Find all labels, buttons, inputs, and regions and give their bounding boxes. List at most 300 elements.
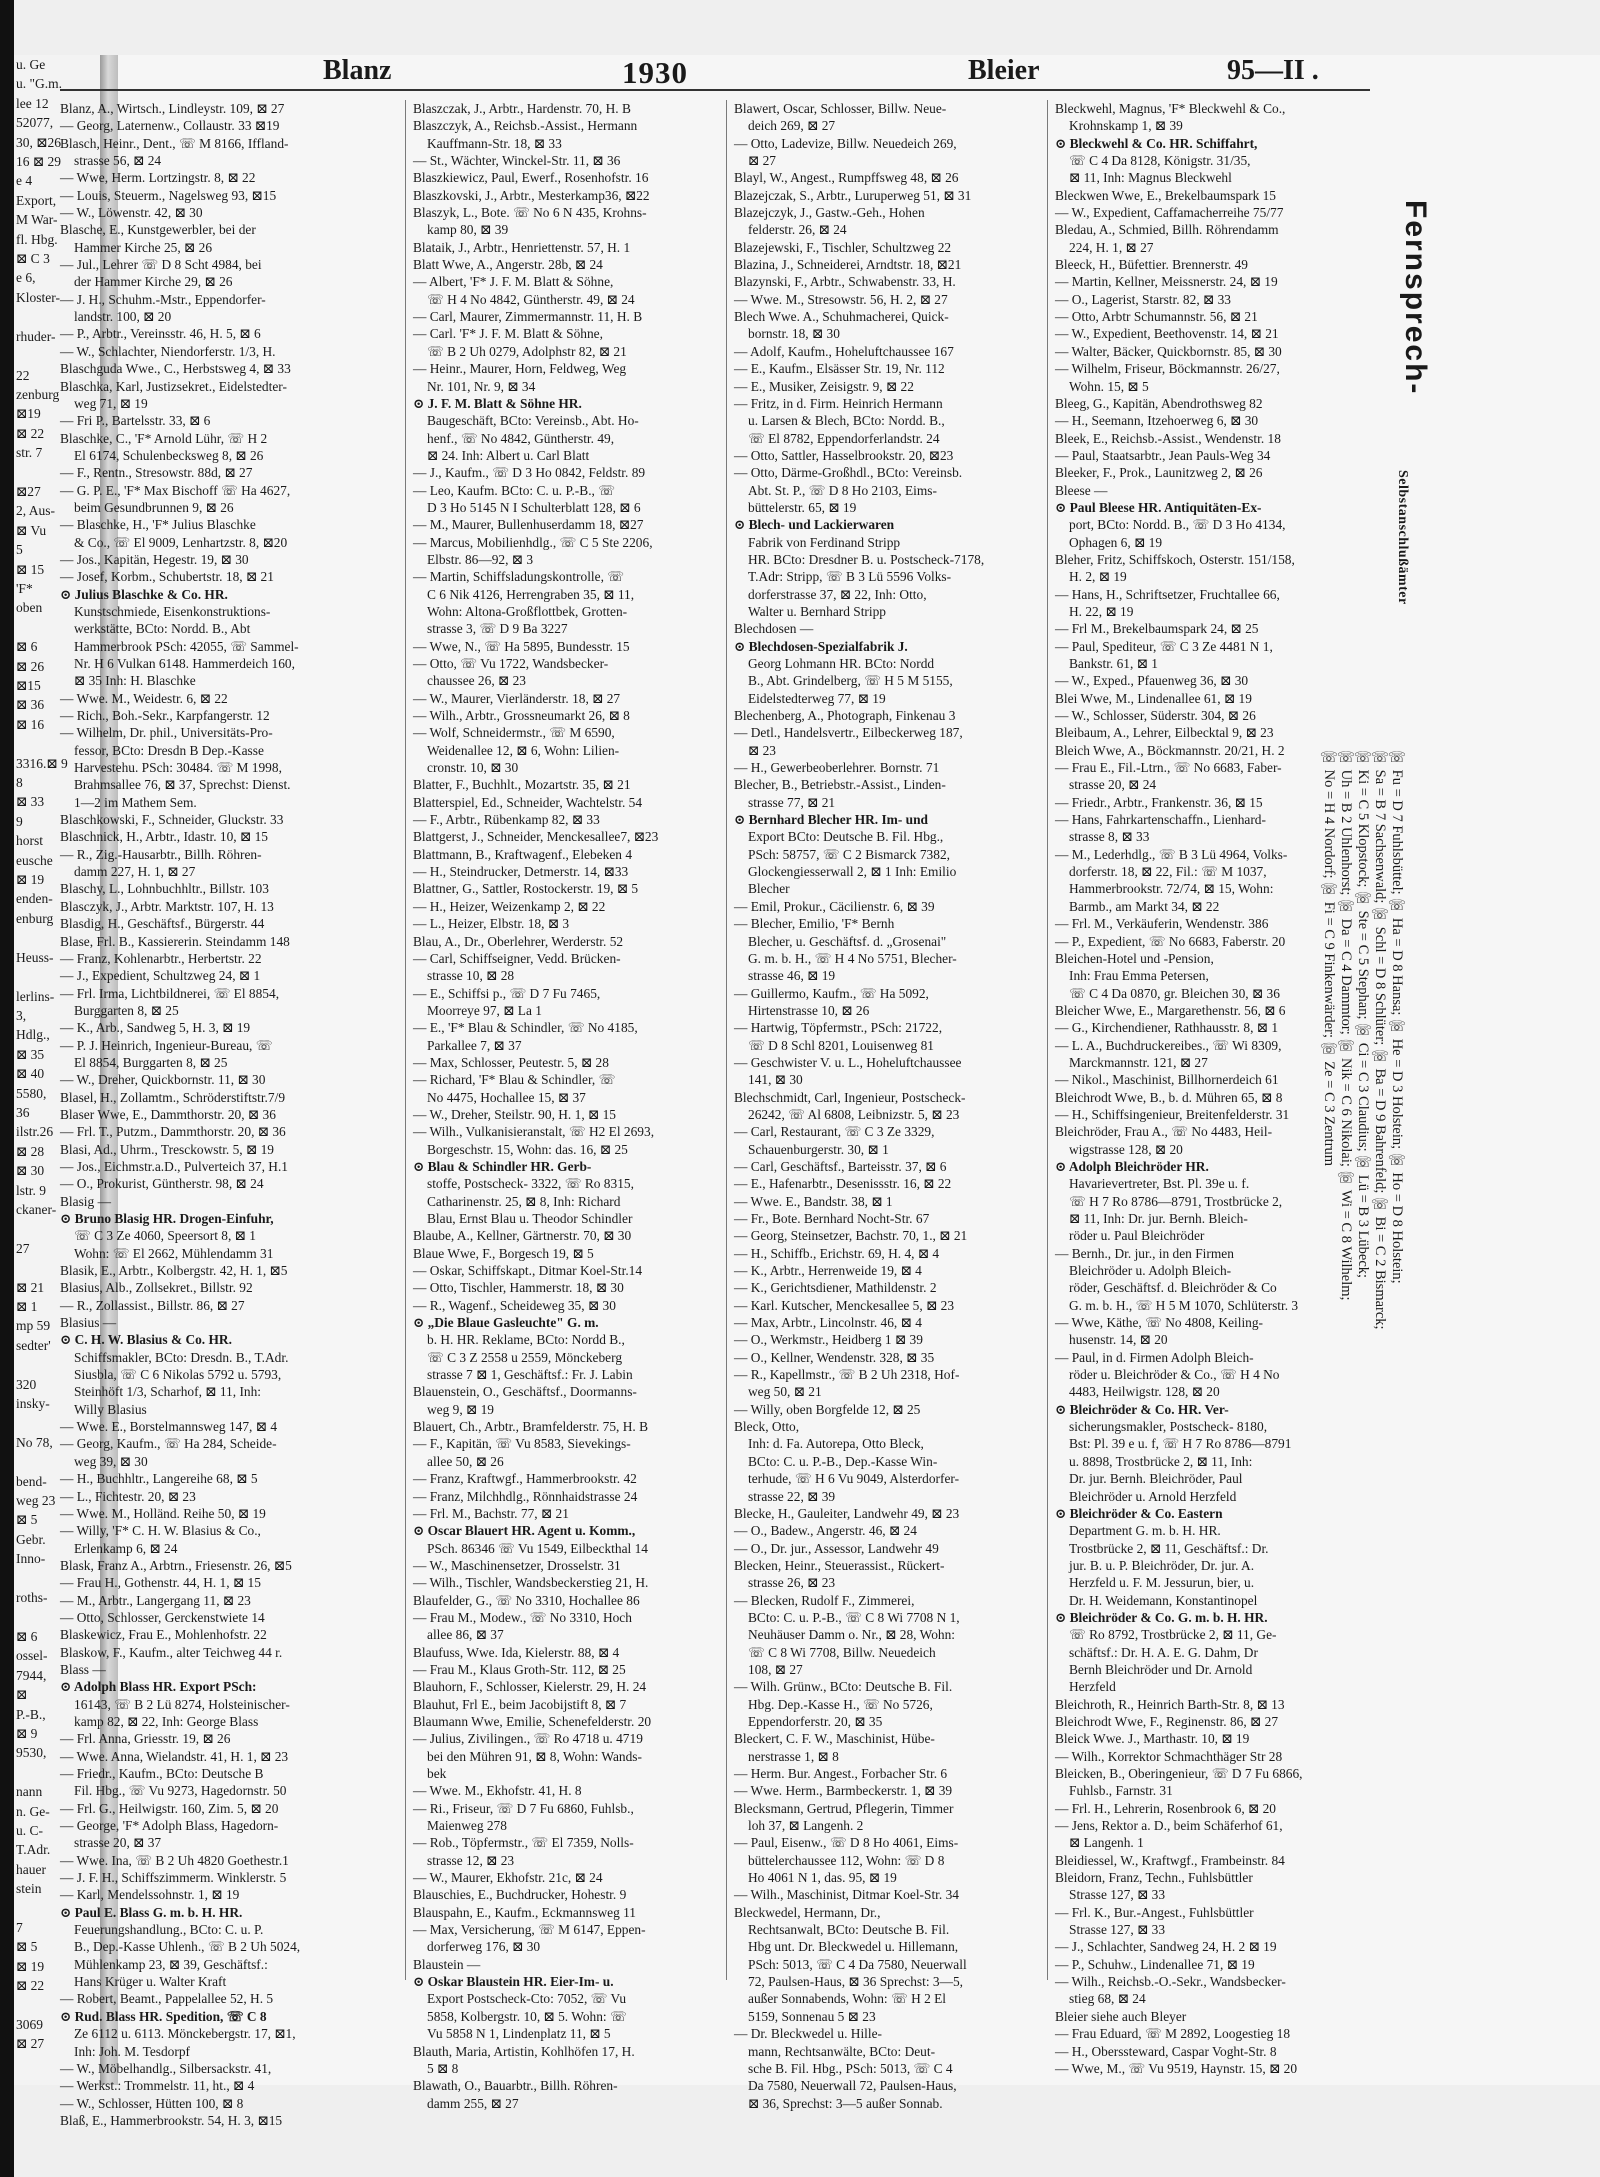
directory-entry-line: Kauffmann-Str. 18, ⊠ 33 (427, 135, 562, 151)
directory-entry-line: — Herm. Bur. Angest., Forbacher Str. 6 (734, 1766, 948, 1781)
directory-entry-line: — Fr., Bote. Bernhard Nocht-Str. 67 (734, 1211, 930, 1226)
directory-entry-line: D 3 Ho 5145 N I Schulterblatt 128, ⊠ 6 (427, 499, 641, 515)
directory-entry-line: bornstr. 18, ⊠ 30 (748, 326, 840, 342)
directory-entry-line: No 4475, Hochallee 15, ⊠ 37 (427, 1089, 586, 1105)
directory-entry-line: — M., Arbtr., Langergang 11, ⊠ 23 (60, 1592, 251, 1608)
facing-page-fragment: 3, (16, 1007, 27, 1023)
facing-page-fragment: n. Ge- (16, 1803, 50, 1819)
directory-entry-line: — M., Lederhdlg., ☏ B 3 Lü 4964, Volks- (1055, 846, 1288, 862)
directory-entry-line: Inh: Frau Emma Petersen, (1069, 968, 1209, 984)
facing-page-fragment: ossel- (16, 1648, 48, 1664)
directory-entry-line: — Carl, Schiffseigner, Vedd. Brücken- (413, 950, 621, 966)
directory-entry-line: — Leo, Kaufm. BCto: C. u. P.-B., ☏ (413, 482, 615, 498)
sidebar-exchange-line: ☏ Ki = C 5 Klopstock; ☏ Ste = C 5 Stephan; ☏ Ci = C 3 Claudius; ☏ Lü = B 3 Lübeck; (1355, 750, 1371, 1279)
facing-page-fragment: ⊠ 36 (16, 697, 45, 713)
directory-entry-line: — P., Arbtr., Vereinsstr. 46, H. 5, ⊠ 6 (60, 326, 261, 342)
directory-entry-line: Abt. St. P., ☏ D 8 Ho 2103, Eims- (748, 482, 937, 498)
directory-entry-line: — K., Gerichtsdiener, Mathildenstr. 2 (734, 1280, 937, 1296)
sidebar-title: Fernsprech- (1399, 200, 1432, 396)
directory-entry-line: fessor, BCto: Dresdn B Dep.-Kasse (74, 742, 264, 758)
directory-entry-line: — Georg, Kaufm., ☏ Ha 284, Scheide- (60, 1436, 277, 1452)
directory-entry-line: — Josef, Korbm., Schubertstr. 18, ⊠ 21 (60, 569, 274, 585)
directory-entry-line: ⊙ Bleckwehl & Co. HR. Schiffahrt, (1055, 135, 1258, 151)
directory-entry-line: 26242, ☏ Al 6808, Leibnizstr. 5, ⊠ 23 (748, 1106, 960, 1122)
facing-page-fragment: 30, ⊠26 (16, 134, 62, 150)
directory-entry-line: — Wwe. M., Ekhofstr. 41, H. 8 (413, 1783, 582, 1799)
facing-page-fragment: 16 ⊠ 29 (16, 154, 62, 170)
facing-page-fragment: ⊠ (16, 1687, 28, 1703)
directory-entry-line: Bleckwedel, Hermann, Dr., (734, 1904, 881, 1920)
directory-entry-line: Blanz, A., Wirtsch., Lindleystr. 109, ⊠ 27 (60, 101, 285, 116)
directory-entry-line: — E., Kaufm., Elsässer Str. 19, Nr. 112 (734, 361, 945, 377)
facing-page-fragment: bend- (16, 1473, 47, 1489)
directory-entry-line: ⊠ 23 (748, 742, 776, 758)
directory-entry-line: Inh: d. Fa. Autorepa, Otto Bleck, (748, 1436, 924, 1452)
directory-entry-line: Eidelstedterweg 77, ⊠ 19 (748, 690, 886, 706)
directory-entry-line: — Carl, Restaurant, ☏ C 3 Ze 3329, (734, 1124, 935, 1140)
directory-entry-line: Blauth, Maria, Artistin, Kohlhöfen 17, H. (413, 2043, 635, 2059)
facing-page-fragment: enburg (16, 910, 54, 926)
directory-entry-line: ☏ C 3 Ze 4060, Speersort 8, ⊠ 1 (74, 1228, 256, 1244)
directory-entry-line: Blase, Frl. B., Kassiererin. Steindamm 148 (60, 933, 290, 949)
directory-entry-line: 224, H. 1, ⊠ 27 (1069, 239, 1154, 255)
directory-entry-line: schäftsf.: Dr. H. A. E. G. Dahm, Dr (1069, 1644, 1258, 1660)
directory-entry-line: — Otto, Tischler, Hammerstr. 18, ⊠ 30 (413, 1280, 624, 1296)
directory-entry-line: — L. A., Buchdruckereibes., ☏ Wi 8309, (1055, 1037, 1282, 1053)
directory-entry-line: dorferstr. 18, ⊠ 22, Fil.: ☏ M 1037, (1069, 864, 1267, 880)
facing-page-fragment: 27 (16, 1240, 30, 1256)
directory-entry-line: weg 39, ⊠ 30 (74, 1453, 148, 1469)
directory-entry-line: bei den Mühren 91, ⊠ 8, Wohn: Wands- (427, 1748, 642, 1764)
directory-entry-line: — Wwe. Herm., Barmbeckerstr. 1, ⊠ 39 (734, 1783, 953, 1799)
facing-page-fragment: ⊠ 1 (16, 1299, 38, 1314)
directory-entry-line: ☏ H 4 No 4842, Güntherstr. 49, ⊠ 24 (427, 291, 635, 307)
directory-entry-line: ⊙ Blau & Schindler HR. Gerb- (413, 1158, 592, 1174)
directory-entry-line: — Hans, H., Schriftsetzer, Fruchtallee 66, (1055, 586, 1280, 602)
facing-page-fragment: ⊠ 21 (16, 1279, 45, 1295)
directory-entry-line: ☏ El 8782, Eppendorferlandstr. 24 (748, 430, 940, 446)
directory-entry-line: Baugeschäft, BCto: Vereinsb., Abt. Ho- (427, 413, 639, 429)
directory-entry-line: strasse 10, ⊠ 28 (427, 968, 515, 984)
directory-entry-line: Fil. Hbg., ☏ Vu 9273, Hagedornstr. 50 (74, 1783, 287, 1799)
directory-entry-line: — H., Buchhltr., Langereihe 68, ⊠ 5 (60, 1471, 258, 1487)
facing-page-fragment: eusche (16, 852, 53, 868)
directory-entry-line: Department G. m. b. H. HR. (1069, 1523, 1221, 1539)
facing-page-fragment: 9 (16, 813, 23, 829)
directory-entry-line: Blauert, Ch., Arbtr., Bramfelderstr. 75, H. B (413, 1419, 649, 1435)
directory-entry-line: Blataik, J., Arbtr., Henriettenstr. 57, H. 1 (413, 239, 631, 255)
directory-entry-line: C 6 Nik 4126, Herrengraben 35, ⊠ 11, (427, 586, 635, 602)
directory-entry-line: Da 7580, Neuerwall 72, Paulsen-Haus, (748, 2078, 957, 2094)
directory-entry-line: — W., Expedient, Caffamacherreihe 75/77 (1055, 205, 1284, 221)
directory-entry-line: Bleichroth, R., Heinrich Barth-Str. 8, ⊠ 13 (1055, 1696, 1285, 1712)
directory-entry-line: — Wwe, N., ☏ Ha 5895, Bundesstr. 15 (413, 638, 630, 654)
directory-entry-line: Nr. H 6 Vulkan 6148. Hammerdeich 160, (74, 656, 295, 671)
facing-page-fragment: ⊠ C 3 (16, 251, 50, 267)
directory-entry-line: — L., Heizer, Elbstr. 18, ⊠ 3 (413, 916, 570, 932)
column-divider (726, 100, 727, 1980)
directory-entry-line: — Frau H., Gothenstr. 44, H. 1, ⊠ 15 (60, 1575, 261, 1591)
directory-entry-line: — J. H., Schuhm.-Mstr., Eppendorfer- (60, 291, 266, 307)
directory-entry-line: Hammer Kirche 25, ⊠ 26 (74, 239, 213, 255)
facing-page-fragment: ⊠15 (16, 678, 41, 693)
directory-entry-line: jur. B. u. P. Bleichröder, Dr. jur. A. (1069, 1557, 1255, 1573)
facing-page-fragment: ckaner- (16, 1201, 57, 1217)
directory-entry-line: — H., Schiffsingenieur, Breitenfelderstr. 31 (1055, 1106, 1290, 1122)
directory-entry-line: ⊠ 35 Inh: H. Blaschke (74, 673, 196, 689)
facing-page-fragment: 7 (16, 1920, 23, 1935)
facing-page-fragment: zenburg (16, 386, 60, 402)
directory-entry-line: — Georg, Steinsetzer, Bachstr. 70, 1., ⊠ 21 (734, 1228, 968, 1244)
directory-entry-line: Bleckwehl, Magnus, 'F* Bleckwehl & Co., (1055, 101, 1286, 116)
directory-entry-line: ⊙ Oskar Blaustein HR. Eier-Im- u. (413, 1974, 614, 1990)
directory-entry-line: — Werkst.: Trommelstr. 11, ht., ⊠ 4 (60, 2078, 255, 2094)
directory-entry-line: Bst: Pl. 39 e u. f, ☏ H 7 Ro 8786—8791 (1069, 1436, 1292, 1452)
facing-page-fragment: ⊠19 (16, 406, 41, 422)
facing-page-fragment: sedter' (16, 1337, 51, 1353)
directory-entry-line: Bleidiessel, W., Kraftwgf., Frambeinstr. 84 (1055, 1852, 1285, 1868)
directory-entry-line: — Frau M., Modew., ☏ No 3310, Hoch (413, 1609, 632, 1625)
directory-entry-line: — Otto, Ladevize, Billw. Neuedeich 269, (734, 135, 957, 151)
directory-entry-line: Blaube, A., Kellner, Gärtnerstr. 70, ⊠ 30 (413, 1228, 632, 1244)
directory-entry-line: — Franz, Kraftwgf., Hammerbrookstr. 42 (413, 1471, 637, 1487)
directory-entry-line: — Wwe, M., ☏ Vu 9519, Haynstr. 15, ⊠ 20 (1055, 2060, 1298, 2076)
directory-entry-line: cronstr. 10, ⊠ 30 (427, 760, 519, 776)
directory-entry-line: Bleck, Otto, (734, 1419, 800, 1435)
directory-entry-line: 108, ⊠ 27 (748, 1661, 803, 1677)
directory-entry-line: Blasik, E., Arbtr., Kolbergstr. 42, H. 1, ⊠5 (60, 1263, 288, 1279)
facing-page-fragment: ⊠ 40 (16, 1066, 45, 1082)
directory-entry-line: kamp 82, ⊠ 22, Inh: George Blass (74, 1713, 259, 1729)
facing-page-fragment: str. 7 (16, 445, 43, 461)
directory-entry-line: 141, ⊠ 30 (748, 1072, 803, 1088)
facing-page-fragment: Hdlg., (16, 1027, 50, 1043)
directory-entry-line: & Co., ☏ El 9009, Lenhartzstr. 8, ⊠20 (74, 534, 288, 550)
directory-entry-line: strasse 12, ⊠ 23 (427, 1852, 515, 1868)
directory-entry-line: — Paul, Staatsarbtr., Jean Pauls-Weg 34 (1055, 447, 1271, 463)
directory-entry-line: — Blecher, Emilio, 'F* Bernh (734, 916, 895, 932)
directory-entry-line: — Blecken, Rudolf F., Zimmerei, (734, 1592, 915, 1608)
directory-entry-line: Mühlenkamp 23, ⊠ 39, Geschäftsf.: (74, 1956, 268, 1972)
sidebar-exchange-line: ☏ Sa = B 7 Sachsenwald; ☏ Schl = D 8 Schlüter; ☏ Ba = D 9 Bahrenfeld; ☏ Bi = C 2 Bismarck; (1372, 750, 1388, 1330)
directory-entry-line: — H., Gewerbeoberlehrer. Bornstr. 71 (734, 760, 940, 776)
directory-entry-line: Blasczyk, J., Arbtr. Marktstr. 107, H. 13 (60, 898, 274, 914)
directory-entry-line: henf., ☏ No 4842, Güntherstr. 49, (427, 430, 615, 446)
directory-entry-line: — Geschwister V. u. L., Hoheluftchaussee (734, 1054, 962, 1070)
facing-page-fragment: stein (16, 1881, 42, 1897)
directory-entry-line: Bleich Wwe, A., Böckmannstr. 20/21, H. 2 (1055, 742, 1285, 758)
directory-entry-line: — R., Zig.-Hausarbtr., Billh. Röhren- (60, 846, 262, 862)
directory-entry-line: El 6174, Schulenbecksweg 8, ⊠ 26 (74, 447, 264, 463)
directory-entry-line: Blattner, G., Sattler, Rostockerstr. 19, ⊠ 5 (413, 881, 639, 897)
directory-entry-line: Schauenburgerstr. 30, ⊠ 1 (748, 1141, 889, 1157)
directory-entry-line: Blaszkiewicz, Paul, Ewerf., Rosenhofstr. 16 (413, 170, 649, 186)
directory-entry-line: — Jos., Kapitän, Hegestr. 19, ⊠ 30 (60, 551, 249, 567)
directory-entry-line: Export BCto: Deutsche B. Fil. Hbg., (748, 829, 944, 845)
directory-entry-line: — Frl. T., Putzm., Dammthorstr. 20, ⊠ 36 (60, 1124, 286, 1140)
directory-entry-line: Blaschnick, H., Arbtr., Idastr. 10, ⊠ 15 (60, 829, 268, 845)
directory-entry-line: u. 8898, Trostbrücke 2, ⊠ 11, Inh: (1069, 1453, 1253, 1469)
directory-entry-line: — Wilh., Reichsb.-O.-Sekr., Wandsbecker- (1055, 1974, 1286, 1990)
directory-entry-line: ⊙ Blechdosen-Spezialfabrik J. (734, 638, 908, 654)
directory-entry-line: ⊠ 24. Inh: Albert u. Carl Blatt (427, 447, 590, 463)
directory-entry-line: — Paul, Eisenw., ☏ D 8 Ho 4061, Eims- (734, 1835, 959, 1851)
column-divider (1047, 100, 1048, 1980)
directory-entry-line: Blatter, F., Buchhlt., Mozartstr. 35, ⊠ 21 (413, 777, 631, 793)
directory-entry-line: port, BCto: Nordd. B., ☏ D 3 Ho 4134, (1069, 517, 1286, 533)
directory-entry-line: — F., Kapitän, ☏ Vu 8583, Sievekings- (413, 1436, 631, 1452)
directory-entry-line: weg 9, ⊠ 19 (427, 1401, 495, 1417)
facing-page-fragment: P.-B., (16, 1706, 46, 1722)
page-header (60, 55, 1370, 91)
directory-entry-line: Bledau, A., Schmied, Billh. Röhrendamm (1055, 222, 1279, 238)
directory-entry-line: 72, Paulsen-Haus, ⊠ 36 Sprechst: 3—5, (748, 1974, 964, 1990)
facing-page-fragment: ⊠ 19 (16, 872, 45, 888)
facing-page-fragment: ⊠ 19 (16, 1958, 45, 1974)
directory-entry-line: — Wilh., Vulkanisieranstalt, ☏ H2 El 2693, (413, 1124, 655, 1140)
directory-entry-line: — Max, Versicherung, ☏ M 6147, Eppen- (413, 1922, 646, 1938)
directory-entry-line: dorferweg 176, ⊠ 30 (427, 1939, 541, 1955)
directory-entry-line: Bernh Bleichröder und Dr. Arnold (1069, 1661, 1253, 1677)
facing-page-fragment: ⊠ 28 (16, 1143, 45, 1159)
directory-entry-line: ☏ H 7 Ro 8786—8791, Trostbrücke 2, (1069, 1193, 1283, 1209)
directory-entry-line: Bleeck, H., Büfettier. Brennerstr. 49 (1055, 257, 1248, 273)
facing-page-fragment: Gebr. (16, 1531, 46, 1547)
facing-page-fragment: ⊠ 5 (16, 1939, 38, 1955)
directory-entry-line: — Wwe. E., Bandstr. 38, ⊠ 1 (734, 1193, 893, 1209)
directory-entry-line: Blass — (60, 1661, 106, 1677)
directory-entry-line: ⊙ Bleichröder & Co. HR. Ver- (1055, 1401, 1229, 1417)
directory-entry-line: HR. BCto: Dresdner B. u. Postscheck-7178, (748, 551, 985, 567)
directory-entry-line: — Friedr., Arbtr., Frankenstr. 36, ⊠ 15 (1055, 794, 1263, 810)
directory-entry-line: Brahmsallee 76, ⊠ 37, Sprechst: Dienst. (74, 777, 291, 793)
directory-entry-line: Hammerbrookstr. 72/74, ⊠ 15, Wohn: (1069, 881, 1274, 897)
directory-entry-line: PSch. 86346 ☏ Vu 1549, Eilbeckthal 14 (427, 1540, 649, 1556)
directory-entry-line: Wohn: ☏ El 2662, Mühlendamm 31 (74, 1245, 274, 1261)
facing-page-fragment: ⊠ 26 (16, 658, 45, 674)
directory-entry-line: ⊙ Blech- und Lackierwaren (734, 517, 895, 533)
directory-entry-line: — P., Schuhw., Lindenallee 71, ⊠ 19 (1055, 1956, 1255, 1972)
directory-entry-line: — Carl, Maurer, Zimmermannstr. 11, H. B (413, 309, 643, 325)
directory-entry-line: Wohn: Altona-Großflottbek, Grotten- (427, 603, 628, 619)
directory-entry-line: Walter u. Bernhard Stripp (748, 603, 886, 619)
directory-entry-line: ⊙ Bleichröder & Co. G. m. b. H. HR. (1055, 1609, 1268, 1625)
directory-entry-line: Blauhorn, F., Schlosser, Kielerstr. 29, H. 24 (413, 1679, 647, 1695)
directory-entry-line: allee 50, ⊠ 26 (427, 1453, 504, 1469)
directory-entry-line: Schiffsmakler, BCto: Dresdn. B., T.Adr. (74, 1349, 289, 1365)
directory-entry-line: — Nikol., Maschinist, Billhornerdeich 61 (1055, 1072, 1279, 1088)
directory-entry-line: Blaszkovski, J., Arbtr., Mesterkamp36, ⊠22 (413, 187, 650, 203)
facing-page-fragment: 9530, (16, 1745, 47, 1761)
directory-entry-line: — Heinr., Maurer, Horn, Feldweg, Weg (413, 361, 627, 377)
directory-entry-line: BCto: C. u. P.-B., Dep.-Kasse Win- (748, 1453, 938, 1469)
directory-entry-line: 5159, Sonnenau 5 ⊠ 23 (748, 2008, 876, 2024)
directory-entry-line: ⊙ Paul Bleese HR. Antiquitäten-Ex- (1055, 499, 1262, 515)
directory-entry-line: Bleher, Fritz, Schiffskoch, Osterstr. 151/158, (1055, 551, 1295, 567)
directory-entry-line: Bleichröder u. Adolph Bleich- (1069, 1263, 1232, 1279)
directory-entry-line: strasse 26, ⊠ 23 (748, 1575, 836, 1591)
directory-entry-line: röder u. Paul Bleichröder (1069, 1228, 1205, 1244)
directory-entry-line: Herzfeld (1069, 1679, 1116, 1695)
directory-entry-line: — Rich., Boh.-Sekr., Karpfangerstr. 12 (60, 708, 270, 724)
directory-entry-line: Blaumann Wwe, Emilie, Schenefelderstr. 20 (413, 1713, 652, 1729)
directory-entry-line: BCto: C. u. P.-B., ☏ C 8 Wi 7708 N 1, (748, 1609, 960, 1625)
facing-page-fragment: u. C- (16, 1822, 43, 1838)
directory-entry-line: — W., Möbelhandlg., Silbersackstr. 41, (60, 2060, 272, 2076)
directory-entry-line: — O., Badew., Angerstr. 46, ⊠ 24 (734, 1523, 917, 1539)
facing-page-fragment: e 6, (16, 270, 36, 286)
column-divider (405, 100, 406, 1980)
facing-page-fragment: 3069 (16, 2017, 43, 2033)
directory-entry-line: — Detl., Handelsvertr., Eilbeckerweg 187, (734, 725, 963, 741)
directory-entry-line: — Paul, Spediteur, ☏ C 3 Ze 4481 N 1, (1055, 638, 1273, 654)
directory-entry-line: — O., Prokurist, Güntherstr. 98, ⊠ 24 (60, 1176, 264, 1192)
directory-entry-line: — Wwe, Käthe, ☏ No 4808, Keiling- (1055, 1315, 1264, 1331)
directory-entry-line: — Wilh. Grünw., BCto: Deutsche B. Fil. (734, 1679, 953, 1695)
directory-entry-line: H. 2, ⊠ 19 (1069, 569, 1127, 585)
directory-entry-line: sche B. Fil. Hbg., PSch: 5013, ☏ C 4 (748, 2060, 953, 2076)
directory-entry-line: Georg Lohmann HR. BCto: Nordd (748, 656, 935, 671)
directory-entry-line: strasse 8, ⊠ 33 (1069, 829, 1150, 845)
directory-entry-line: — George, 'F* Adolph Blass, Hagedorn- (60, 1818, 279, 1834)
directory-entry-line: — Frl. Irma, Lichtbildnerei, ☏ El 8854, (60, 985, 280, 1001)
directory-entry-line: Blechschmidt, Carl, Ingenieur, Postscheck- (734, 1089, 966, 1105)
facing-page-fragment: ⊠ 16 (16, 716, 45, 732)
directory-entry-line: Blask, Franz A., Arbtrn., Friesenstr. 26, ⊠5 (60, 1557, 292, 1573)
directory-entry-line: Blaszczyk, A., Reichsb.-Assist., Hermann (413, 118, 638, 134)
directory-entry-line: Blauenstein, O., Geschäftsf., Doormanns- (413, 1384, 637, 1400)
facing-page-fragment: oben (16, 600, 43, 616)
directory-entry-line: ☏ C 8 Wi 7708, Billw. Neuedeich (748, 1644, 936, 1660)
directory-entry-line: — Willy, oben Borgfelde 12, ⊠ 25 (734, 1401, 921, 1417)
directory-entry-line: nerstrasse 1, ⊠ 8 (748, 1748, 839, 1764)
facing-page-fragment: nann (16, 1784, 43, 1800)
facing-page-fragment: weg 23 (16, 1493, 56, 1509)
facing-page-fragment: 52077, (16, 115, 54, 131)
facing-page-fragment: ⊠ 22 (16, 1978, 45, 1994)
directory-entry-line: — Frl. K., Bur.-Angest., Fuhlsbüttler (1055, 1904, 1254, 1920)
directory-entry-line: — Rob., Töpfermstr., ☏ El 7359, Nolls- (413, 1835, 634, 1851)
directory-entry-line: — Wilh., Tischler, Wandsbeckerstieg 21, H. (413, 1575, 649, 1591)
directory-entry-line: — J., Kaufm., ☏ D 3 Ho 0842, Feldstr. 89 (413, 465, 646, 481)
directory-entry-line: — Blaschke, H., 'F* Julius Blaschke (60, 517, 256, 533)
directory-entry-line: — Franz, Kohlenarbtr., Herbertstr. 22 (60, 950, 262, 966)
directory-entry-line: — Frau Eduard, ☏ M 2892, Loogestieg 18 (1055, 2026, 1291, 2042)
facing-page-fragment: M War- (16, 212, 58, 228)
directory-entry-line: G. m. b. H., ☏ H 4 No 5751, Blecher- (748, 950, 957, 966)
directory-entry-line: — Dr. Bleckwedel u. Hille- (734, 2026, 883, 2042)
directory-entry-line: — Walter, Bäcker, Quickbornstr. 85, ⊠ 30 (1055, 343, 1282, 359)
directory-entry-line: deich 269, ⊠ 27 (748, 118, 836, 134)
directory-entry-line: Bleicken, B., Oberingenieur, ☏ D 7 Fu 6866, (1055, 1766, 1303, 1781)
directory-entry-line: Kunstschmiede, Eisenkonstruktions- (74, 603, 271, 619)
directory-entry-line: chaussee 26, ⊠ 23 (427, 673, 526, 689)
directory-entry-line: mann, Rechtsanwälte, BCto: Deut- (748, 2043, 936, 2059)
directory-entry-line: ⊙ Oscar Blauert HR. Agent u. Komm., (413, 1523, 636, 1539)
directory-entry-line: strasse 22, ⊠ 39 (748, 1488, 836, 1504)
directory-entry-line: Blazejczyk, J., Gastw.-Geh., Hohen (734, 205, 925, 221)
directory-entry-line: Blaskewicz, Frau E., Mohlenhofstr. 22 (60, 1627, 267, 1643)
directory-entry-line: — E., 'F* Blau & Schindler, ☏ No 4185, (413, 1020, 638, 1036)
directory-entry-line: ☏ B 2 Uh 0279, Adolphstr 82, ⊠ 21 (427, 343, 627, 359)
directory-entry-line: — Otto, Därme-Großhdl., BCto: Vereinsb. (734, 465, 963, 481)
directory-entry-line: ⊙ Paul E. Blass G. m. b. H. HR. (60, 1904, 243, 1920)
directory-entry-line: — W., Maurer, Ekhofstr. 21c, ⊠ 24 (413, 1870, 603, 1886)
facing-page-fragment: Kloster- (16, 289, 60, 305)
directory-entry-line: Bleichrodt Wwe, F., Reginenstr. 86, ⊠ 27 (1055, 1713, 1279, 1729)
facing-page-fragment: ⊠ 15 (16, 561, 45, 577)
directory-entry-line: — Martin, Schiffsladungskontrolle, ☏ (413, 569, 625, 585)
directory-entry-line: — Wilhelm, Friseur, Böckmannstr. 26/27, (1055, 361, 1280, 377)
directory-entry-line: — Adolf, Kaufm., Hoheluftchaussee 167 (734, 343, 954, 359)
directory-entry-line: 5858, Kolbergstr. 10, ⊠ 5. Wohn: ☏ (427, 2008, 627, 2024)
directory-entry-line: Bleichröder u. Arnold Herzfeld (1069, 1488, 1237, 1504)
facing-page-fragment: ⊠ 27 (16, 2036, 45, 2052)
facing-page-fragment: horst (16, 833, 43, 849)
directory-entry-line: — Wilh., Maschinist, Ditmar Koel-Str. 34 (734, 1887, 959, 1903)
directory-entry-line: Blazejczak, S., Arbtr., Luruperweg 51, ⊠ 31 (734, 187, 972, 203)
directory-entry-line: Blechdosen — (734, 621, 814, 637)
directory-entry-line: Bleese — (1055, 482, 1108, 498)
directory-entry-line: Blasius, Alb., Zollsekret., Billstr. 92 (60, 1280, 253, 1296)
directory-entry-line: — Frl. H., Lehrerin, Rosenbrook 6, ⊠ 20 (1055, 1800, 1276, 1816)
facing-page-fragment: mp 59 (16, 1318, 51, 1334)
directory-entry-line: — H., Seemann, Itzehoerweg 6, ⊠ 30 (1055, 413, 1259, 429)
directory-entry-line: — Wwe. M., Stresowstr. 56, H. 2, ⊠ 27 (734, 291, 948, 307)
directory-entry-line: büttelerstr. 65, ⊠ 19 (748, 499, 857, 515)
directory-column-1 (60, 100, 360, 2128)
directory-entry-line: Elbstr. 86—92, ⊠ 3 (427, 551, 534, 567)
facing-page-fragment: 5 (16, 542, 23, 558)
directory-entry-line: T.Adr: Stripp, ☏ B 3 Lü 5596 Volks- (748, 569, 952, 585)
directory-entry-line: ⊠ 27 (748, 153, 776, 169)
directory-entry-line: Blecher, B., Betriebstr.-Assist., Linden- (734, 777, 946, 793)
directory-entry-line: — Frl M., Brekelbaumspark 24, ⊠ 25 (1055, 621, 1259, 637)
directory-entry-line: Blecken, Heinr., Steuerassist., Rückert- (734, 1557, 945, 1573)
directory-entry-line: ⊠ Langenh. 1 (1069, 1835, 1144, 1851)
directory-entry-line: — H., Oberssteward, Caspar Voght-Str. 8 (1055, 2043, 1277, 2059)
facing-page-fragment: 320 (16, 1376, 37, 1392)
directory-entry-line: Blau, A., Dr., Oberlehrer, Werderstr. 52 (413, 933, 624, 949)
directory-entry-line: — W., Schlosser, Hütten 100, ⊠ 8 (60, 2095, 244, 2111)
directory-entry-line: Wohn. 15, ⊠ 5 (1069, 378, 1149, 394)
directory-entry-line: — Louis, Steuerm., Nagelsweg 93, ⊠15 (60, 187, 277, 203)
directory-entry-line: Willy Blasius (74, 1401, 147, 1417)
directory-entry-line: Vu 5858 N 1, Lindenplatz 11, ⊠ 5 (427, 2026, 611, 2042)
directory-entry-line: werkstätte, BCto: Nordd. B., Abt (74, 621, 251, 637)
directory-entry-line: bek (427, 1766, 447, 1781)
directory-entry-line: Marckmannstr. 121, ⊠ 27 (1069, 1054, 1208, 1070)
directory-entry-line: u. Larsen & Blech, BCto: Nordd. B., (748, 413, 945, 429)
facing-page-fragment: 2, Aus- (16, 503, 56, 519)
directory-entry-line: damm 255, ⊠ 27 (427, 2095, 519, 2111)
directory-entry-line: Blawert, Oscar, Schlosser, Billw. Neue- (734, 101, 947, 116)
directory-entry-line: — M., Maurer, Bullenhuserdamm 18, ⊠27 (413, 517, 644, 533)
directory-entry-line: stoffe, Postscheck- 3322, ☏ Ro 8315, (427, 1176, 634, 1192)
directory-entry-line: — R., Zollassist., Billstr. 86, ⊠ 27 (60, 1297, 245, 1313)
facing-page-fragment: ⊠27 (16, 483, 41, 499)
directory-entry-line: PSch: 5013, ☏ C 4 Da 7580, Neuerwall (748, 1956, 967, 1972)
directory-entry-line: — H., Steindrucker, Detmerstr. 14, ⊠33 (413, 864, 629, 880)
directory-entry-line: — Paul, in d. Firmen Adolph Bleich- (1055, 1349, 1254, 1365)
facing-page-fragment: 36 (16, 1104, 30, 1120)
directory-entry-line: b. H. HR. Reklame, BCto: Nordd B., (427, 1332, 625, 1348)
directory-entry-line: ☏ D 8 Schl 8201, Louisenweg 81 (748, 1037, 934, 1053)
directory-entry-line: — Jens, Rektor a. D., beim Schäferhof 61, (1055, 1818, 1283, 1834)
directory-entry-line: Bleeker, F., Prok., Launitzweg 2, ⊠ 26 (1055, 465, 1263, 481)
directory-entry-line: — Hans, Fahrkartenschaffn., Lienhard- (1055, 812, 1266, 828)
directory-entry-line: Blazynski, F., Arbtr., Schwabenstr. 33, H. (734, 274, 956, 290)
